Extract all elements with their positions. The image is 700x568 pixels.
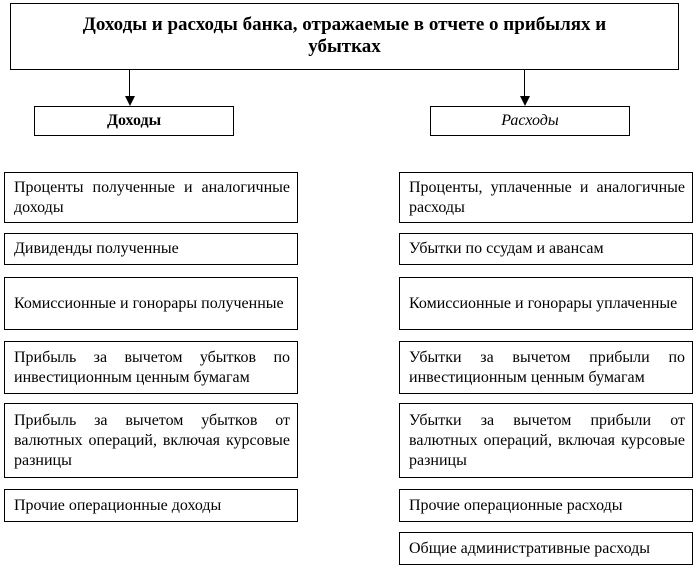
- expense-item-text: Проценты, уплаченные и аналогичные расходы: [409, 178, 685, 216]
- income-item: [4, 233, 298, 265]
- arrow-to-income-head: [125, 96, 135, 106]
- income-item: [4, 403, 298, 478]
- arrow-to-expenses-line: [524, 70, 525, 96]
- expense-item-text: Общие административные расходы: [409, 539, 651, 557]
- expense-item: [399, 532, 693, 565]
- expense-item-text: Убытки по ссудам и авансам: [409, 240, 604, 257]
- income-item: [4, 277, 298, 330]
- income-item: [4, 341, 298, 394]
- income-header-box: [34, 106, 234, 136]
- income-header: Доходы: [106, 112, 162, 129]
- expense-item: [399, 403, 693, 478]
- diagram-title-box: [10, 3, 679, 70]
- arrow-to-income-line: [129, 70, 130, 96]
- expense-item-text: Комиссионные и гонорары уплаченные: [409, 294, 678, 312]
- expense-item: [399, 341, 693, 394]
- expense-item-text: Убытки за вычетом прибыли по инвестиционным ценным бумагам: [409, 348, 685, 386]
- income-item-text: Прочие операционные доходы: [14, 496, 222, 514]
- expense-item: [399, 233, 693, 265]
- expense-item: [399, 172, 693, 223]
- arrow-to-expenses-head: [520, 96, 530, 106]
- expense-item-text: Прочие операционные расходы: [409, 496, 623, 514]
- income-item-text: Проценты полученные и аналогичные доходы: [14, 178, 290, 216]
- expense-item-text: Убытки за вычетом прибыли от валютных операций, включая курсовые разницы: [409, 411, 685, 469]
- expense-item: [399, 277, 693, 330]
- income-item: [4, 172, 298, 223]
- expenses-header-box: [430, 106, 630, 136]
- income-item-text: Прибыль за вычетом убытков от валютных операций, включая курсовые разницы: [14, 411, 290, 469]
- income-item-text: Комиссионные и гонорары полученные: [14, 294, 284, 312]
- expense-item: [399, 489, 693, 522]
- diagram-title: Доходы и расходы банка, отражаемые в отчете о прибылях и убытках: [82, 13, 607, 57]
- income-item-text: Дивиденды полученные: [14, 240, 179, 257]
- expenses-header: Расходы: [501, 112, 559, 129]
- income-item-text: Прибыль за вычетом убытков по инвестиционным ценным бумагам: [14, 348, 290, 386]
- income-item: [4, 489, 298, 522]
